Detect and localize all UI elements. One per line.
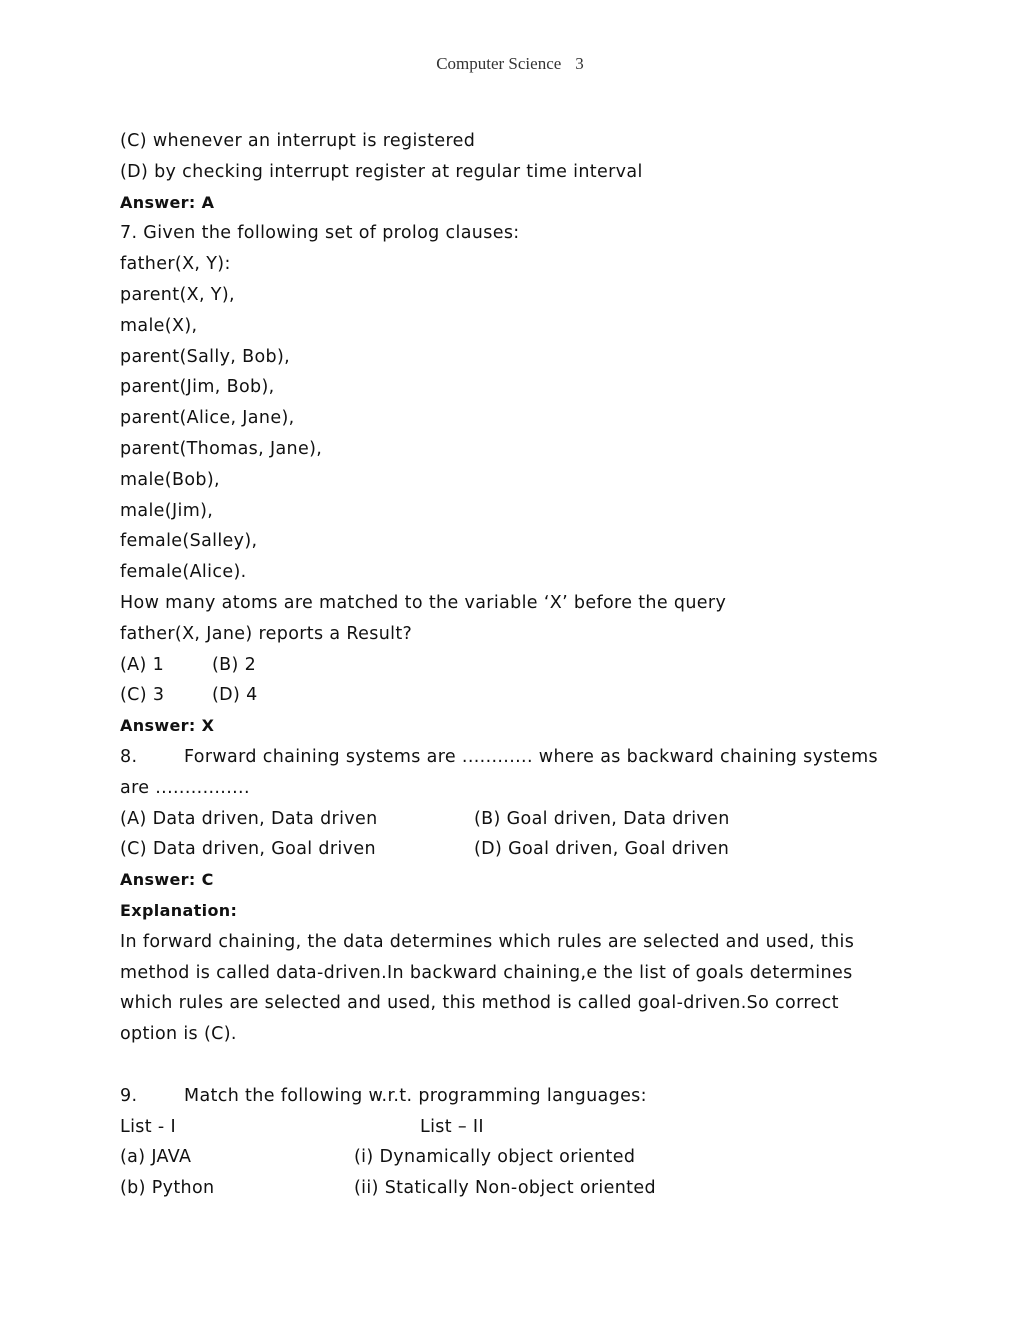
q9-match-row	[120, 1142, 920, 1173]
q7-options-row1	[120, 650, 920, 681]
q8-explanation-line: option is (C).	[120, 1024, 237, 1045]
q6-option-d: (D) by checking interrupt register at regular time interval	[120, 161, 643, 182]
spacer	[120, 1050, 920, 1081]
q9-row-right: (i) Dynamically object oriented	[354, 1147, 636, 1168]
q8-question-line1	[120, 742, 920, 773]
q8-explanation-line: method is called data-driven.In backward chaining,e the list of goals determines	[120, 962, 853, 983]
q9-row-left: (a) JAVA	[120, 1147, 192, 1168]
q7-clause: male(Bob),	[120, 469, 220, 490]
q7-question: 7. Given the following set of prolog clauses:	[120, 223, 520, 244]
q7-answer: Answer: X	[120, 716, 215, 736]
q8-explanation-line: In forward chaining, the data determines which rules are selected and used, this	[120, 931, 855, 952]
q7-clause: parent(Thomas, Jane),	[120, 438, 323, 459]
q8-options-row1	[120, 804, 920, 835]
q7-clause: father(X, Y):	[120, 254, 231, 275]
q7-clause: female(Alice).	[120, 562, 247, 583]
q6-answer: Answer: A	[120, 192, 215, 212]
q8-option-c: (C) Data driven, Goal driven	[120, 839, 376, 860]
q7-clause: male(X),	[120, 315, 198, 336]
q9-list2-header: List – II	[420, 1116, 484, 1137]
q9-row-right: (ii) Statically Non-object oriented	[354, 1178, 656, 1199]
q8-text: Forward chaining systems are ............ where as backward chaining systems	[184, 746, 878, 767]
q6-option-c: (C) whenever an interrupt is registered	[120, 131, 476, 151]
q8-options-row2	[120, 834, 920, 865]
q8-question-line2: are ................	[120, 777, 250, 798]
q7-options-row2	[120, 680, 920, 711]
q8-explanation-line: which rules are selected and used, this method is called goal-driven.So correct	[120, 993, 839, 1014]
q7-option-d: (D) 4	[212, 685, 258, 706]
q7-clause: parent(Sally, Bob),	[120, 346, 291, 367]
q7-clause: male(Jim),	[120, 500, 214, 521]
q9-question	[120, 1081, 920, 1112]
q9-match-row	[120, 1173, 920, 1204]
q9-text: Match the following w.r.t. programming languages:	[184, 1085, 647, 1106]
q7-option-b: (B) 2	[212, 654, 257, 675]
q7-clause: female(Salley),	[120, 531, 258, 552]
q9-list-headers	[120, 1112, 920, 1143]
q7-option-a: (A) 1	[120, 654, 165, 675]
page-content	[120, 126, 920, 1204]
q9-number: 9.	[120, 1085, 138, 1106]
q7-option-c: (C) 3	[120, 685, 165, 706]
q8-number: 8.	[120, 746, 138, 767]
page-number: 3	[575, 54, 584, 73]
q8-option-d: (D) Goal driven, Goal driven	[474, 839, 730, 860]
q8-answer: Answer: C	[120, 870, 214, 890]
page-header	[0, 54, 1020, 74]
q9-row-left: (b) Python	[120, 1178, 215, 1199]
q7-clause: parent(X, Y),	[120, 284, 235, 305]
q7-prompt-line1: How many atoms are matched to the variable ‘X’ before the query	[120, 592, 727, 613]
q7-prompt-line2: father(X, Jane) reports a Result?	[120, 623, 413, 644]
q7-clause: parent(Alice, Jane),	[120, 408, 295, 429]
q8-option-a: (A) Data driven, Data driven	[120, 808, 378, 829]
q7-clause: parent(Jim, Bob),	[120, 377, 275, 398]
header-title: Computer Science	[436, 54, 562, 73]
q8-option-b: (B) Goal driven, Data driven	[474, 808, 730, 829]
q9-list1-header: List - I	[120, 1116, 176, 1137]
q8-explanation-label: Explanation:	[120, 900, 238, 920]
